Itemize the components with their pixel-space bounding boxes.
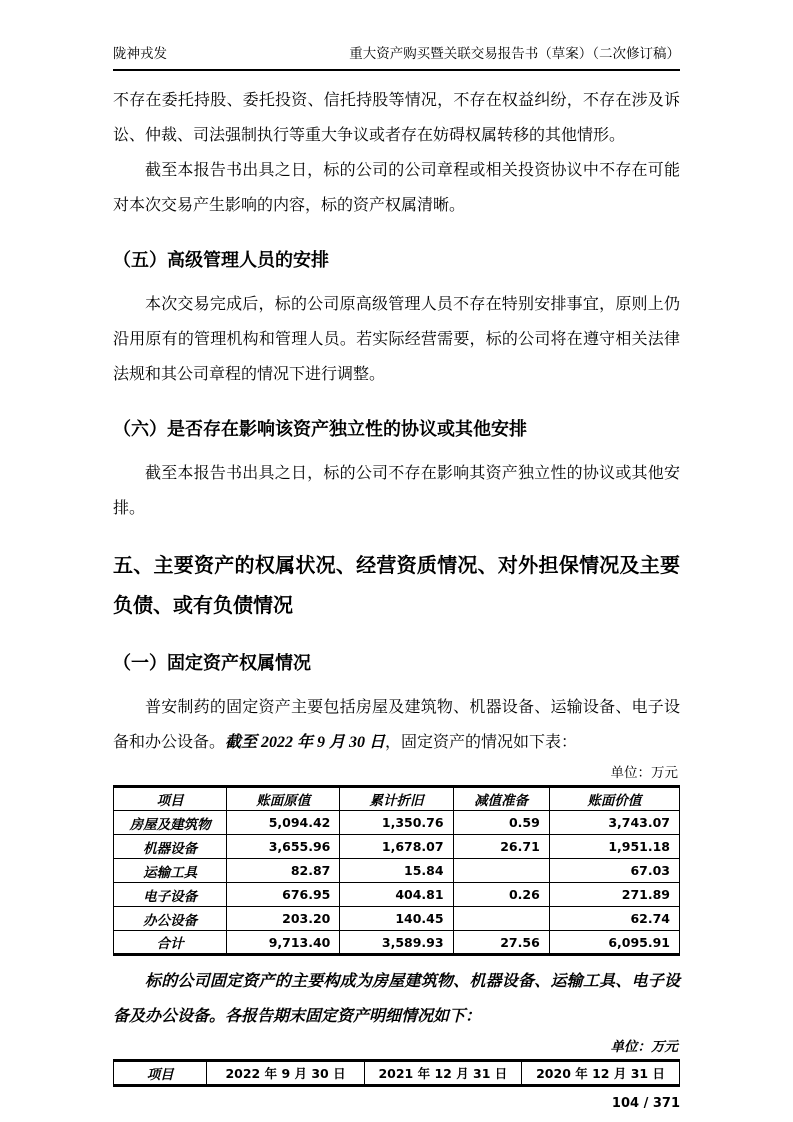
value-cell: 67.03 — [549, 859, 679, 883]
value-cell: 140.45 — [340, 907, 453, 931]
item-cell: 办公设备 — [114, 907, 227, 931]
value-cell: 9,713.40 — [227, 931, 340, 955]
value-cell: 15.84 — [340, 859, 453, 883]
table-row — [114, 835, 680, 859]
column-header: 项目 — [114, 787, 227, 811]
item-cell: 电子设备 — [114, 883, 227, 907]
column-header: 2020 年 12 月 31 日 — [522, 1061, 680, 1086]
item-cell: 合计 — [114, 931, 227, 955]
section-heading-fixed-assets: （一）固定资产权属情况 — [113, 653, 311, 673]
table-row — [114, 811, 680, 835]
paragraph: 截至本报告书出具之日，标的公司的公司章程或相关投资协议中不存在可能对本次交易产生影响的内容，标的资产权属清晰。 — [113, 162, 680, 214]
fixed-assets-summary-table — [113, 785, 680, 956]
column-header: 账面价值 — [549, 787, 679, 811]
value-cell: 0.59 — [453, 811, 549, 835]
value-cell — [453, 907, 549, 931]
value-cell — [453, 859, 549, 883]
value-cell: 271.89 — [549, 883, 679, 907]
value-cell: 404.81 — [340, 883, 453, 907]
column-header: 2021 年 12 月 31 日 — [364, 1061, 521, 1086]
value-cell: 62.74 — [549, 907, 679, 931]
table-row — [114, 859, 680, 883]
emphasis-date: 截至 2022 年 9 月 30 日 — [225, 734, 386, 751]
column-header: 累计折旧 — [340, 787, 453, 811]
table-row — [114, 883, 680, 907]
column-header: 2022 年 9 月 30 日 — [207, 1061, 364, 1086]
value-cell: 3,655.96 — [227, 835, 340, 859]
value-cell: 1,350.76 — [340, 811, 453, 835]
item-cell: 机器设备 — [114, 835, 227, 859]
value-cell: 676.95 — [227, 883, 340, 907]
page-header — [113, 42, 680, 71]
paragraph: 本次交易完成后，标的公司原高级管理人员不存在特别安排事宜，原则上仍沿用原有的管理机构和管理人员。若实际经营需要，标的公司将在遵守相关法律法规和其公司章程的情况下进行调整。 — [113, 296, 680, 383]
column-header: 项目 — [114, 1061, 207, 1086]
table-row — [114, 907, 680, 931]
item-cell: 运输工具 — [114, 859, 227, 883]
fixed-assets-detail-table — [113, 1059, 680, 1087]
table-header-row — [114, 1061, 680, 1086]
value-cell: 3,589.93 — [340, 931, 453, 955]
paragraph: 截至本报告书出具之日，标的公司不存在影响其资产独立性的协议或其他安排。 — [113, 465, 680, 517]
value-cell: 3,743.07 — [549, 811, 679, 835]
value-cell: 27.56 — [453, 931, 549, 955]
chapter-heading-main-assets: 五、主要资产的权属状况、经营资质情况、对外担保情况及主要负债、或有负债情况 — [113, 555, 680, 617]
column-header: 减值准备 — [453, 787, 549, 811]
item-cell: 房屋及建筑物 — [114, 811, 227, 835]
header-company: 陇神戎发 — [113, 46, 167, 61]
section-heading-senior-management: （五）高级管理人员的安排 — [113, 250, 329, 270]
table-row — [114, 931, 680, 955]
unit-label: 单位：万元 — [610, 1039, 678, 1054]
value-cell: 1,678.07 — [340, 835, 453, 859]
paragraph-text: ，固定资产的情况如下表： — [385, 734, 578, 751]
paragraph: 标的公司固定资产的主要构成为房屋建筑物、机器设备、运输工具、电子设备及办公设备。各报告期末固定资产明细情况如下： — [113, 973, 680, 1025]
header-doc-title: 重大资产购买暨关联交易报告书（草案）（二次修订稿） — [349, 46, 680, 61]
section-heading-asset-independence: （六）是否存在影响该资产独立性的协议或其他安排 — [113, 419, 527, 439]
value-cell: 5,094.42 — [227, 811, 340, 835]
value-cell: 26.71 — [453, 835, 549, 859]
value-cell: 0.26 — [453, 883, 549, 907]
table-header-row — [114, 787, 680, 811]
value-cell: 1,951.18 — [549, 835, 679, 859]
value-cell: 203.20 — [227, 907, 340, 931]
paragraph: 不存在委托持股、委托投资、信托持股等情况，不存在权益纠纷，不存在涉及诉讼、仲裁、司法强制执行等重大争议或者存在妨碍权属转移的其他情形。 — [113, 92, 680, 144]
value-cell: 6,095.91 — [549, 931, 679, 955]
unit-label: 单位：万元 — [610, 765, 678, 780]
value-cell: 82.87 — [227, 859, 340, 883]
paragraph-text: 普安制药的固定资产主要包括房屋及建筑物、机器设备、运输设备、电子设备和办公设备。 — [113, 699, 680, 751]
column-header: 账面原值 — [227, 787, 340, 811]
page-number: 104 / 371 — [611, 1096, 680, 1111]
paragraph — [113, 690, 680, 760]
